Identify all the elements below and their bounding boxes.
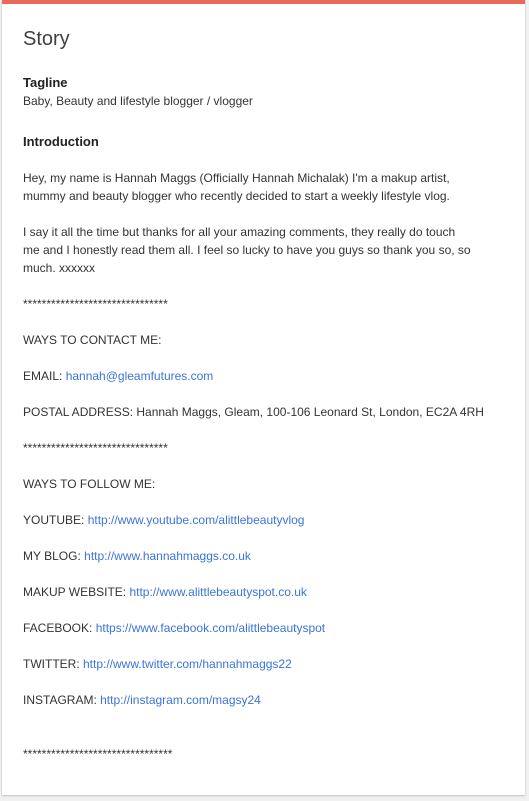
twitter-label: TWITTER:	[23, 657, 83, 671]
card-title: Story	[23, 28, 70, 50]
twitter-link[interactable]: http://www.twitter.com/hannahmaggs22	[83, 657, 292, 671]
separator-stars-2: *******************************	[23, 441, 168, 455]
intro-paragraph-2	[23, 223, 504, 277]
tagline-text: Baby, Beauty and lifestyle blogger / vlogger	[23, 94, 253, 108]
twitter-line	[23, 655, 504, 673]
youtube-line	[23, 511, 504, 529]
makup-website-label: MAKUP WEBSITE:	[23, 585, 130, 599]
email-label: EMAIL:	[23, 369, 66, 383]
instagram-label: INSTAGRAM:	[23, 693, 101, 707]
blog-label: MY BLOG:	[23, 549, 85, 563]
blog-link[interactable]: http://www.hannahmaggs.co.uk	[84, 549, 251, 563]
makup-website-link[interactable]: http://www.alittlebeautyspot.co.uk	[129, 585, 307, 599]
tagline-heading: Tagline	[23, 75, 68, 90]
introduction-heading: Introduction	[23, 134, 99, 149]
contact-heading: WAYS TO CONTACT ME:	[23, 333, 162, 347]
facebook-link[interactable]: https://www.facebook.com/alittlebeautyspot	[95, 621, 326, 635]
instagram-link[interactable]: http://instagram.com/magsy24	[100, 693, 261, 707]
intro-p1-line2: mummy and beauty blogger who recently decided to start a weekly lifestyle vlog.	[23, 189, 450, 203]
instagram-line	[23, 691, 504, 709]
separator-stars-1: *******************************	[23, 297, 168, 311]
youtube-link[interactable]: http://www.youtube.com/alittlebeautyvlog	[87, 513, 305, 527]
card-content	[2, 4, 525, 763]
intro-p1-line1: Hey, my name is Hannah Maggs (Officially Hannah Michalak) I'm a makup artist,	[23, 171, 450, 185]
facebook-line	[23, 619, 504, 637]
postal-address: POSTAL ADDRESS: Hannah Maggs, Gleam, 100-106 Leonard St, London, EC2A 4RH	[23, 405, 484, 419]
intro-p2-line2: me and I honestly read them all. I feel so lucky to have you guys so thank you so, so	[23, 243, 471, 257]
introduction-body	[23, 169, 504, 763]
intro-p2-line3: much. xxxxxx	[23, 261, 96, 275]
separator-stars-3: ********************************	[23, 747, 173, 761]
email-line	[23, 367, 504, 385]
follow-heading: WAYS TO FOLLOW ME:	[23, 477, 156, 491]
makup-website-line	[23, 583, 504, 601]
email-link[interactable]: hannah@gleamfutures.com	[65, 369, 214, 383]
intro-p2-line1: I say it all the time but thanks for all your amazing comments, they really do touch	[23, 225, 456, 239]
facebook-label: FACEBOOK:	[23, 621, 96, 635]
blog-line	[23, 547, 504, 565]
story-card	[2, 0, 525, 795]
youtube-label: YOUTUBE:	[23, 513, 88, 527]
intro-paragraph-1	[23, 169, 504, 205]
